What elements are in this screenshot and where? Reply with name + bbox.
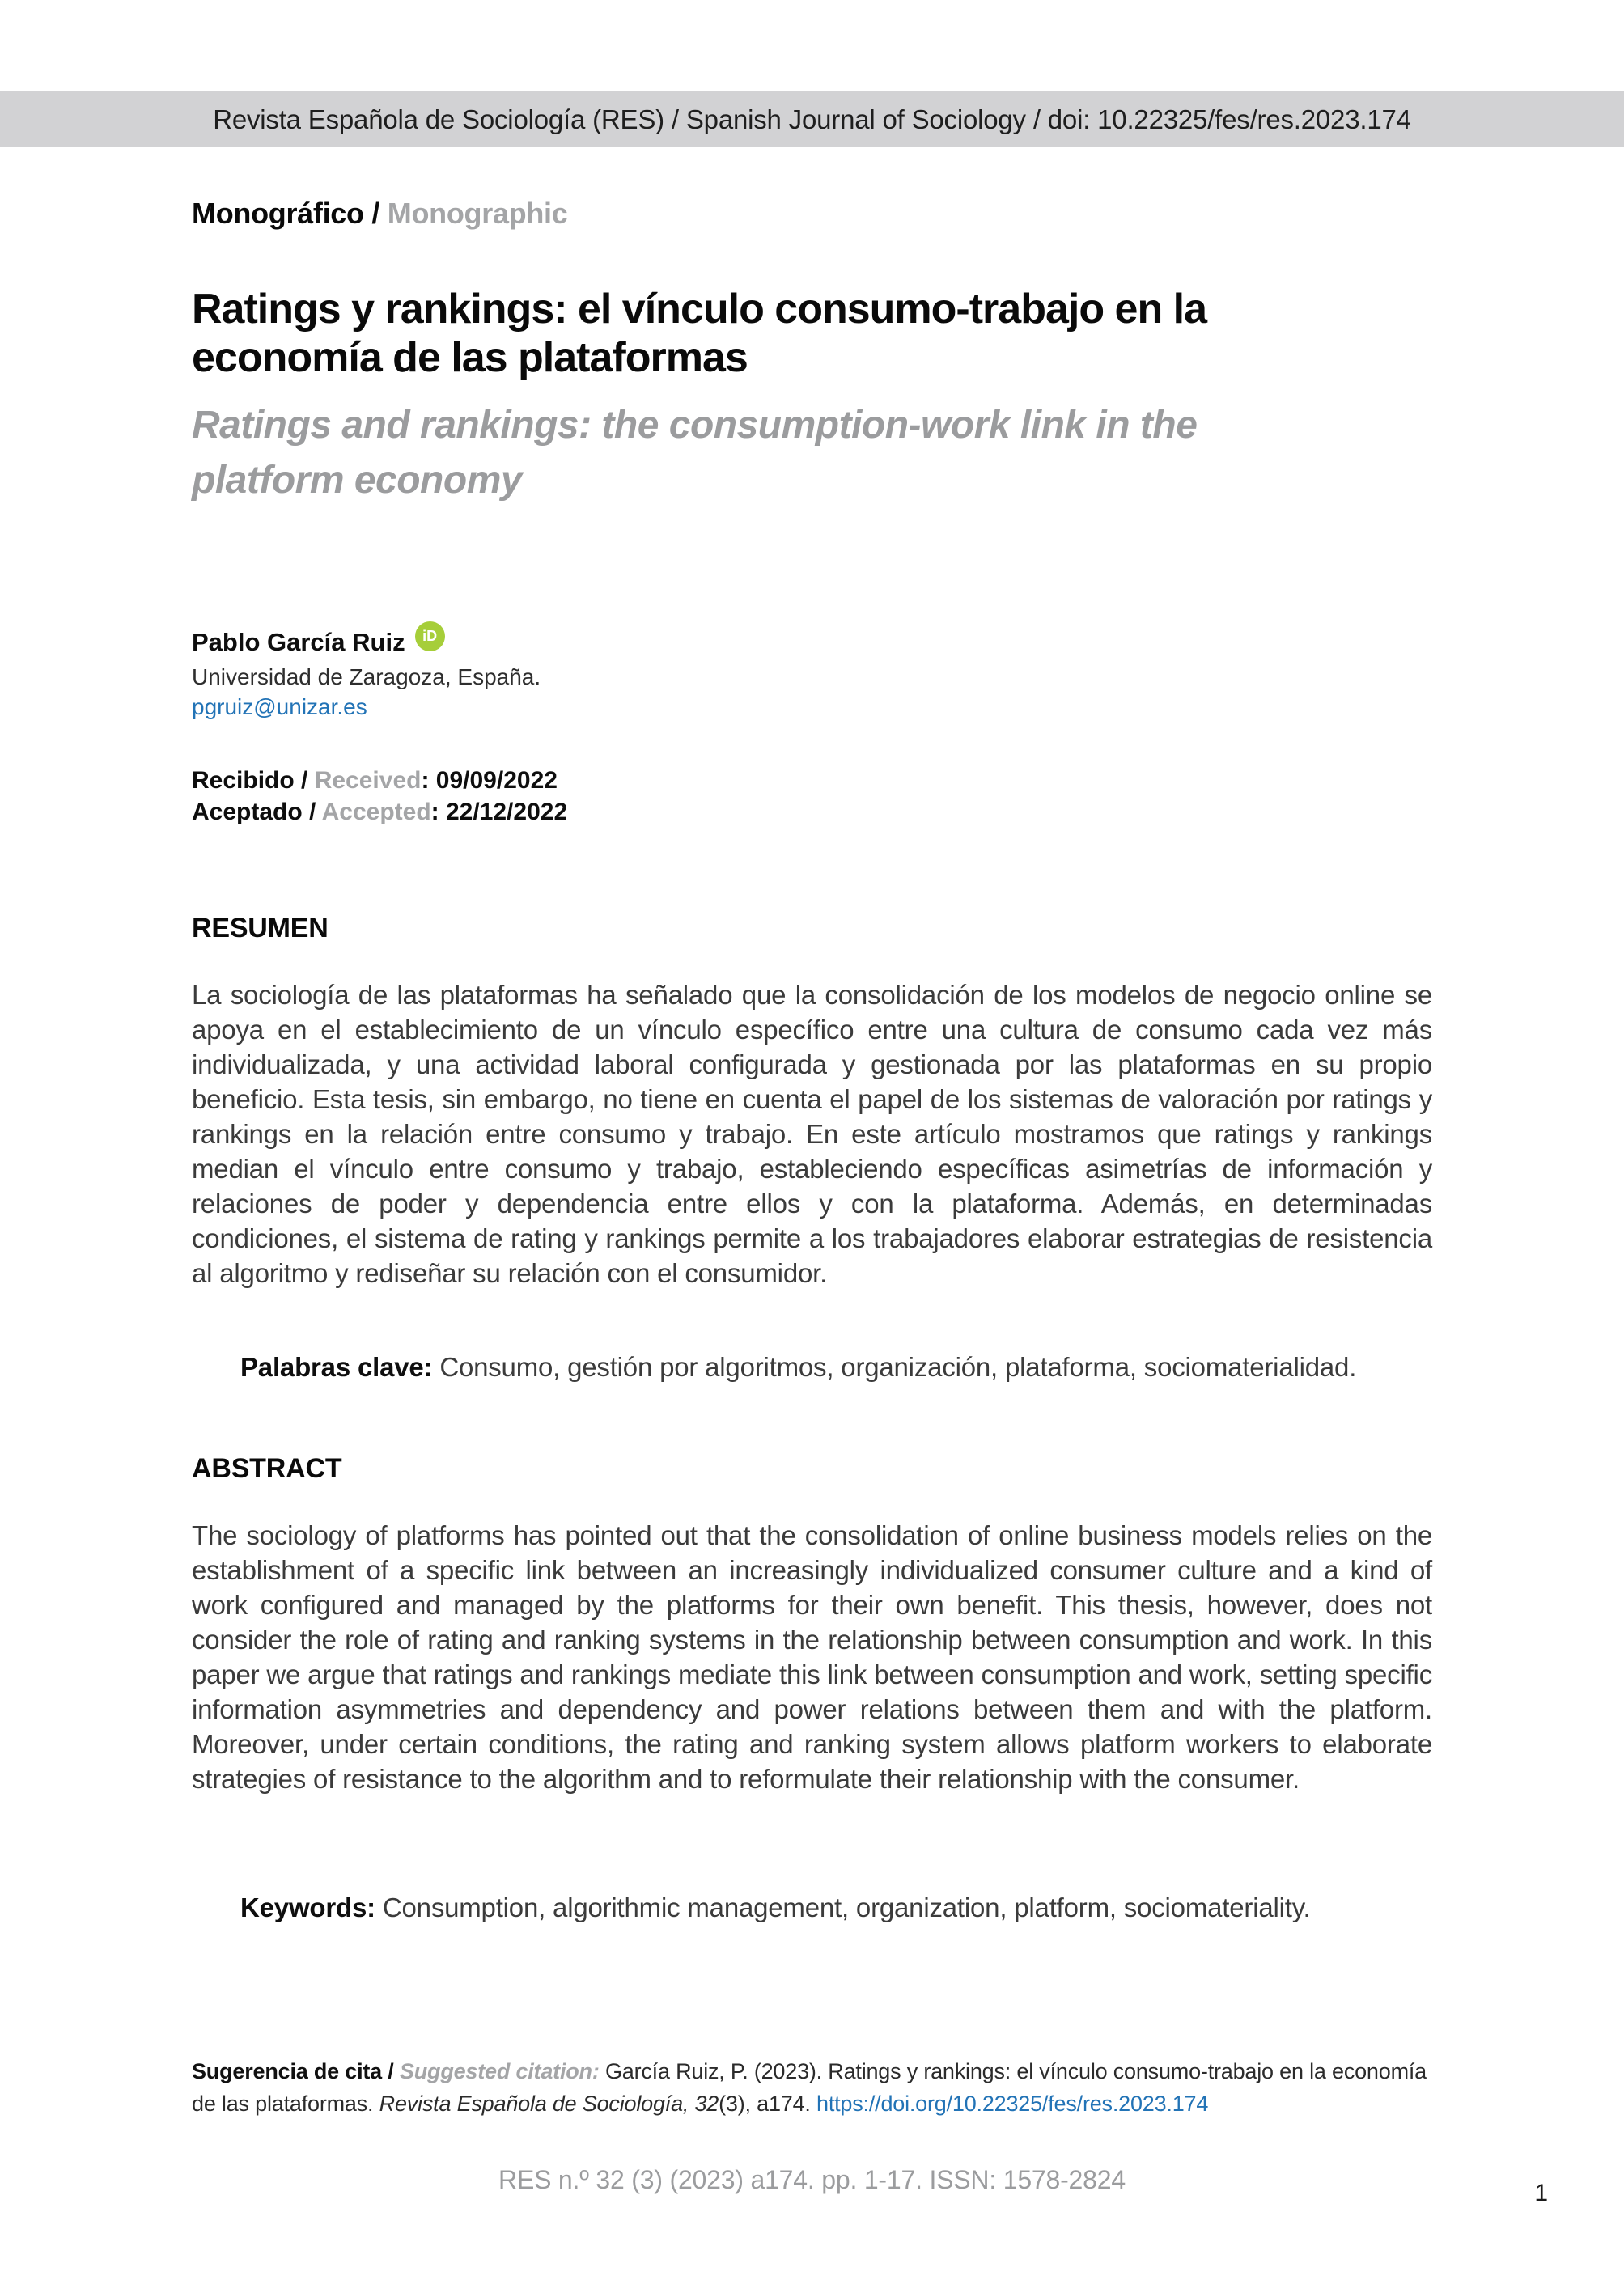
abstract-heading: ABSTRACT — [192, 1453, 342, 1484]
orcid-icon[interactable] — [415, 621, 445, 651]
orcid-icon-label: iD — [422, 628, 438, 644]
accepted-colon: : — [430, 799, 439, 825]
author-name-row — [192, 621, 1432, 657]
palabras-clave-list: Consumo, gestión por algoritmos, organización, plataforma, sociomaterialidad. — [439, 1352, 1357, 1382]
author-affiliation: Universidad de Zaragoza, España. — [192, 664, 541, 689]
resumen-heading: RESUMEN — [192, 913, 329, 943]
author-email-link[interactable]: pgruiz@unizar.es — [192, 694, 367, 719]
footer-issn-line: RES n.º 32 (3) (2023) a174. pp. 1-17. ISSN: 1578-2824 — [498, 2165, 1126, 2194]
author-block — [192, 621, 1432, 720]
journal-banner — [0, 91, 1624, 147]
doi-link[interactable]: https://doi.org/10.22325/fes/res.2023.174 — [816, 2092, 1209, 2116]
article-title-es: Ratings y rankings: el vínculo consumo-trabajo en la economía de las plataformas — [192, 286, 1207, 381]
journal-banner-text: Revista Española de Sociología (RES) / Spanish Journal of Sociology / doi: 10.22325/fes/res.2023.174 — [213, 104, 1411, 134]
citation-journal: Revista Española de Sociología, 32 — [379, 2092, 719, 2116]
section-label-en: Monographic — [387, 197, 568, 230]
received-date: 09/09/2022 — [435, 767, 558, 794]
section-label — [192, 197, 1432, 231]
received-row — [192, 767, 1432, 795]
citation-label-en: Suggested citation: — [399, 2059, 600, 2083]
keywords-label: Keywords: — [240, 1892, 375, 1922]
citation-issue: (3), a174. — [719, 2092, 811, 2116]
palabras-clave-label: Palabras clave: — [240, 1352, 433, 1382]
citation-block — [192, 2055, 1432, 2120]
palabras-clave — [192, 1350, 1432, 1384]
received-label-en: Received — [314, 767, 422, 794]
accepted-row — [192, 799, 1432, 826]
accepted-label-en: Accepted — [321, 799, 431, 825]
received-colon: : — [421, 767, 430, 794]
author-name: Pablo García Ruiz — [192, 628, 405, 656]
dates-block — [192, 767, 1432, 830]
page-number: 1 — [1534, 2180, 1548, 2206]
accepted-date: 22/12/2022 — [445, 799, 568, 825]
section-label-es: Monográfico / — [192, 197, 380, 230]
accepted-label-es: Aceptado / — [192, 799, 316, 825]
citation-text: García Ruiz, P. (2023). Ratings y rankings: el vínculo consumo-trabajo en la economía de las plataformas. — [192, 2059, 1427, 2116]
received-label-es: Recibido / — [192, 767, 308, 794]
citation-label-es: Sugerencia de cita / — [192, 2059, 394, 2083]
resumen-text: La sociología de las plataformas ha señalado que la consolidación de los modelos de negocio online se apoya en el establecimiento de un vínculo específico entre una cultura de consumo cada vez más individualizada, y una actividad laboral configurada y gestionada por las plataformas en su propio beneficio. Esta tesis, sin embargo, no tiene en cuenta el papel de los sistemas de valoración por ratings y rankings en la relación entre consumo y trabajo. En este artículo mostramos que ratings y rankings median el vínculo entre consumo y trabajo, estableciendo específicas asimetrías de información y relaciones de poder y dependencia entre ellos y con la plataforma. Además, en determinadas condiciones, el sistema de rating y rankings permite a los trabajadores elaborar estrategias de resistencia al algoritmo y rediseñar su relación con el consumidor. — [192, 980, 1432, 1288]
article-title-en: Ratings and rankings: the consumption-work link in the platform economy — [192, 404, 1198, 502]
keywords — [192, 1890, 1432, 1925]
keywords-list: Consumption, algorithmic management, organization, platform, sociomateriality. — [382, 1892, 1311, 1922]
abstract-text: The sociology of platforms has pointed out that the consolidation of online business models relies on the establishment of a specific link between an increasingly individualized consumer culture and a kind of work configured and managed by the platforms for their own benefit. This thesis, however, does not consider the role of rating and ranking systems in the relationship between consumption and work. In this paper we argue that ratings and rankings mediate this link between consumption and work, setting specific information asymmetries and dependency and power relations between them and with the platform. Moreover, under certain conditions, the rating and ranking system allows platform workers to elaborate strategies of resistance to the algorithm and to reformulate their relationship with the consumer. — [192, 1520, 1432, 1794]
